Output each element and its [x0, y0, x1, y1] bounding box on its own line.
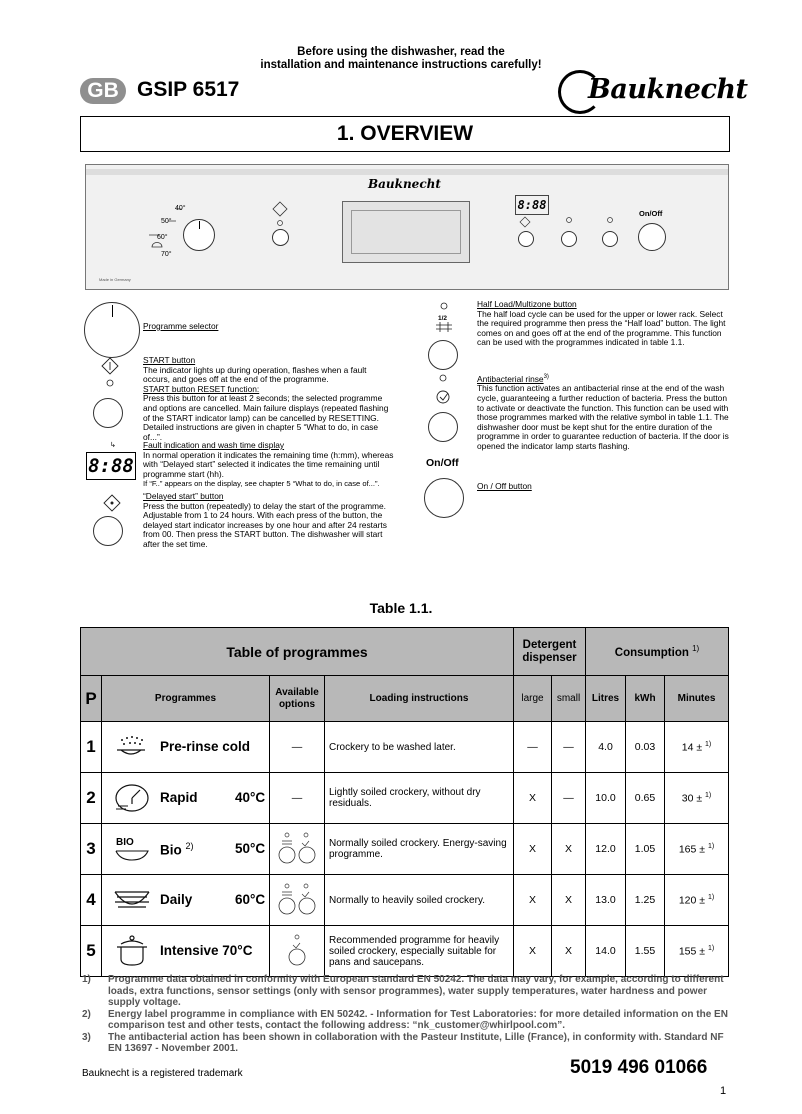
options-icons — [275, 882, 319, 916]
country-badge: GB — [80, 78, 126, 104]
daily-icon — [112, 887, 152, 915]
panel-indicators — [513, 215, 623, 231]
table-column-headers — [81, 676, 729, 722]
table-row: 3 BIO Bio $^{2)}$ 50°C Normally soiled crockery. Energy-saving programme. X X 12.0 1.05 165 ± $^{1)}$ — [81, 824, 729, 875]
trademark-note: Bauknecht is a registered trademark — [82, 1068, 243, 1079]
bio-icon: BIO — [112, 837, 152, 863]
section-title: 1. OVERVIEW — [80, 116, 730, 152]
panel-temp-40: 40° — [175, 205, 186, 212]
panel-temp-50: 50° — [161, 218, 172, 225]
antibacterial-description: Antibacterial rinse$^{3)}$ This function activates an antibacterial rinse at the end of the wash cycle, guaranteeing a further reduction of bacteria. Press the button to activate or deactivate the function. This function can be used with those programmes marked with the relative symbol in table 1.1. The dishwasher door must be kept shut for the entire duration of the programme in order to guarantee reduction of bacteria. If the door is opened the indicator lamp starts flashing. — [477, 373, 729, 451]
col-large: large — [514, 676, 552, 722]
panel-antibacterial-button — [602, 231, 618, 247]
antibacterial-icon — [434, 374, 454, 406]
display-indicator-icon: ↳ — [110, 442, 116, 449]
panel-onoff-label: On/Off — [639, 209, 663, 218]
table-caption: Table 1.1. — [369, 600, 433, 616]
options-icons — [275, 831, 319, 865]
footnotes — [82, 974, 732, 1055]
panel-display-slot — [342, 201, 470, 263]
options-half-load-antibacterial — [270, 824, 325, 875]
model-name: GSIP 6517 — [137, 78, 240, 101]
pre-rinse-icon — [114, 734, 148, 760]
col-p: P — [81, 676, 102, 722]
panel-logo: Bauknecht — [368, 177, 441, 191]
half-load-description: Half Load/Multizone button The half load cycle can be used for the upper or lower rack. Select the required programme then press the “Half load” button. The light comes on and goes off at the end of the programme. This function can be used with the programmes indicated in table 1.1. — [477, 299, 726, 348]
col-kwh: kWh — [626, 676, 665, 722]
options-icons — [285, 933, 309, 967]
table-title: Table of programmes — [81, 628, 514, 676]
panel-start-icon — [272, 201, 288, 231]
panel-display: 8:88 — [515, 195, 549, 215]
col-programmes: Programmes — [102, 676, 270, 722]
panel-onoff-button — [638, 223, 666, 251]
panel-halfload-button — [561, 231, 577, 247]
brand-logo: Bauknecht — [558, 70, 733, 114]
delayed-start-button-illustration — [93, 516, 123, 546]
col-options: Available options — [270, 676, 325, 722]
programme-selector-knob — [84, 302, 140, 358]
table-row: 5 Intensive 70°C Recommended programme for heavily soiled crockery, especially suitable for pans and saucepans. X X 14.0 1.55 155 ± $^{1)}$ — [81, 926, 729, 977]
table-row: 2 Rapid 40°C — Lightly soiled crockery, without dry residuals. X — 10.0 0.65 30 ± $^{1)}$ — [81, 773, 729, 824]
half-load-button-illustration — [428, 340, 458, 370]
col-minutes: Minutes — [665, 676, 729, 722]
intensive-icon — [115, 934, 149, 968]
fault-display-description: Fault indication and wash time display In normal operation it indicates the remaining time (h:mm), whereas with “Delayed start” selected it indicates the time remaining until programme start (hh). If “F..” appears on the display, see chapter 5 “What to do, in case of...”. — [143, 440, 394, 489]
warning-notice: Before using the dishwasher, read the installation and maintenance instructions carefully! — [260, 46, 542, 71]
panel-temp-60: 60° — [157, 234, 168, 241]
panel-delay-button — [518, 231, 534, 247]
page-number: 1 — [720, 1085, 727, 1097]
detergent-header: Detergent dispenser — [514, 628, 586, 676]
rapid-icon — [114, 782, 150, 814]
display-illustration: 8:88 — [86, 452, 136, 480]
onoff-button-illustration — [424, 478, 464, 518]
delayed-start-description: “Delayed start” button Press the button (repeatedly) to delay the start of the programme. Adjustable from 1 to 24 hours. With each press of the button, the delayed start indicator increases by one hour and after 24 restarts from 00. Then press the START button. The dishwasher will start after the set time. — [143, 491, 387, 549]
onoff-illustration-label: On/Off — [426, 457, 459, 469]
panel-start-button — [272, 229, 289, 246]
document-code: 5019 496 01066 — [570, 1057, 708, 1078]
control-panel-illustration — [85, 164, 729, 290]
panel-temp-70: 70° — [161, 251, 172, 258]
half-load-label: 1/2 — [438, 315, 448, 322]
panel-programme-knob — [183, 219, 215, 251]
options-half-load-antibacterial — [270, 875, 325, 926]
consumption-header: Consumption $^{1)}$ — [586, 628, 729, 676]
options-antibacterial — [270, 926, 325, 977]
start-button-illustration — [93, 398, 123, 428]
start-button-description: START button The indicator lights up during operation, flashes when a fault occurs, and goes off at the end of the programme. START button RESET function: Press this button for at least 2 seconds; the selected programme and options are cancelled. Main failure displays (repeated flashing of the START indicator lamp) can be cancelled by RESETTING. Detailed instructions are given in chapter 5 “What to do, in case of...”. — [143, 355, 389, 442]
start-indicator-icon — [100, 356, 120, 390]
programmes-table — [80, 627, 729, 977]
antibacterial-button-illustration — [428, 412, 458, 442]
footnote-1: 1) Programme data obtained in conformity with European standard EN 50242. The data may vary, for example, according to different loads, extra functions, sensor settings (only with sensor programmes), water supply temperatures, water hardness and power supply voltage. — [82, 974, 724, 1008]
footnote-2: 2) Energy label programme in compliance with EN 50242. - Information for Test Laboratories: for more detailed information on the EN comparison test and other tests, contact the following address: “nk_customer@whirlpool.com”. — [82, 1008, 728, 1031]
delayed-start-icon — [103, 494, 121, 512]
col-loading: Loading instructions — [325, 676, 514, 722]
onoff-description: On / Off button — [477, 481, 532, 491]
col-litres: Litres — [586, 676, 626, 722]
programme-selector-label: Programme selector — [143, 321, 219, 331]
footnote-3: 3) The antibacterial action has been shown in collaboration with the Pasteur Institute, Lille (France), in conformity with. Standard NF EN 13697 - November 2001. — [82, 1031, 724, 1054]
col-small: small — [552, 676, 586, 722]
table-row: 4 Daily 60°C Normally to heavily soiled crockery. X X 13.0 1.25 120 ± $^{1)}$ — [81, 875, 729, 926]
table-title-row — [81, 628, 729, 676]
table-row: 1 Pre-rinse cold — Crockery to be washed later. — — 4.0 0.03 14 ± $^{1)}$ — [81, 722, 729, 773]
panel-made-in: Made in Germany — [99, 277, 131, 282]
